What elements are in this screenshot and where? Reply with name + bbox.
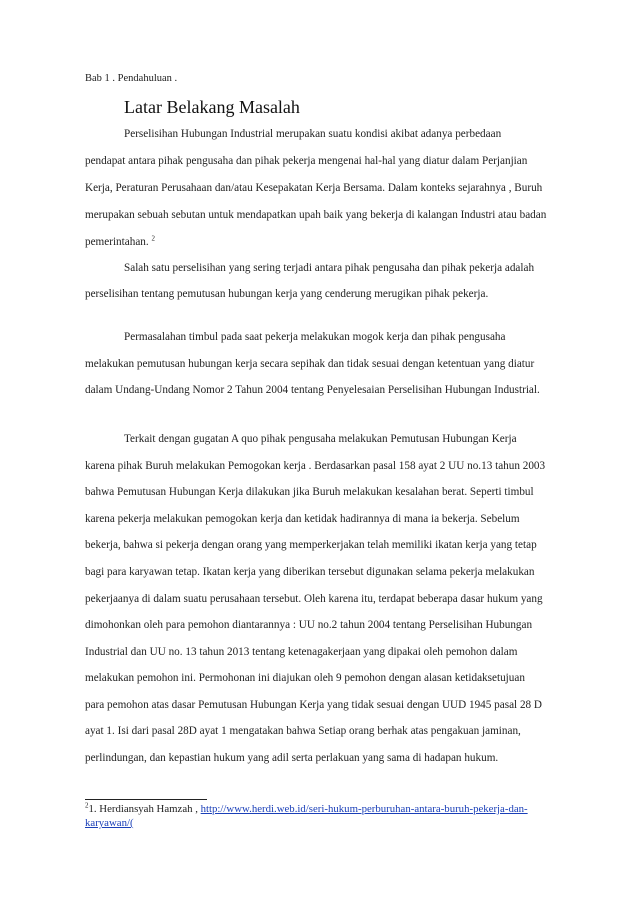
paragraph-line: Salah satu perselisihan yang sering terjadi antara pihak pengusaha dan pihak pekerja adalah [124, 262, 535, 274]
paragraph-line: melakukan pemutusan hubungan kerja secara sepihak dan tidak sesuai dengan ketentuan yang diatur [85, 358, 535, 370]
footnote-link[interactable]: http://www.herdi.web.id/seri-hukum-perburuhan-antara-buruh-pekerja-dan- [200, 803, 528, 815]
paragraph-line-text: pemerintahan. [85, 236, 149, 248]
footnote-separator [85, 799, 207, 800]
paragraph-line: merupakan sebuah sebutan untuk mendapatkan upah baik yang bekerja di kalangan Industri atau badan [85, 209, 547, 221]
paragraph-line: ayat 1. Isi dari pasal 28D ayat 1 mengatakan bahwa Setiap orang berhak atas pengakuan jaminan, [85, 725, 521, 737]
paragraph-line: pekerjaanya di dalam suatu perusahaan tersebut. Oleh karena itu, terdapat beberapa dasar hukum yang [85, 593, 543, 605]
paragraph-line: perlindungan, dan kepastian hukum yang adil serta perlakuan yang sama di hadapan hukum. [85, 752, 499, 764]
footnote-marker: 2 [85, 801, 89, 810]
paragraph-line: Kerja, Peraturan Perusahaan dan/atau Kesepakatan Kerja Bersama. Dalam konteks sejarahnya , Buruh [85, 182, 543, 194]
paragraph-line: Industrial dan UU no. 13 tahun 2013 tentang ketenagakerjaan yang dipakai oleh pemohon dalam [85, 646, 518, 658]
chapter-header: Bab 1 . Pendahuluan . [85, 73, 178, 84]
footnote-text: 1. Herdiansyah Hamzah , [88, 803, 201, 815]
footnote [85, 803, 528, 816]
paragraph-line: Perselisihan Hubungan Industrial merupakan suatu kondisi akibat adanya perbedaan [124, 128, 502, 140]
paragraph-line: melakukan pemohon ini. Permohonan ini diajukan oleh 9 pemohon dengan alasan ketidaksetujuan [85, 672, 525, 684]
paragraph-line: pendapat antara pihak pengusaha dan pihak pekerja mengenai hal-hal yang diatur dalam Perjanjian [85, 155, 528, 167]
paragraph-line: perselisihan tentang pemutusan hubungan kerja yang cenderung merugikan pihak pekerja. [85, 288, 489, 300]
paragraph-line: dalam Undang-Undang Nomor 2 Tahun 2004 tentang Penyelesaian Perselisihan Hubungan Industrial. [85, 384, 540, 396]
paragraph-line [85, 235, 155, 249]
paragraph-line: bagi para karyawan tetap. Ikatan kerja yang diberikan tersebut digunakan selama pekerja melakukan [85, 566, 535, 578]
footnote-link-continued[interactable]: karyawan/( [85, 817, 134, 829]
paragraph-line: para pemohon atas dasar Pemutusan Hubungan Kerja yang tidak sesuai dengan UUD 1945 pasal 28 D [85, 699, 543, 711]
paragraph-line: bekerja, bahwa si pekerja dengan orang yang memperkerjakan telah memiliki ikatan kerja yang tetap [85, 539, 537, 551]
paragraph-line: karena pekerja melakukan pemogokan kerja dan ketidak hadirannya di mana ia bekerja. Sebelum [85, 513, 520, 525]
paragraph-line: Terkait dengan gugatan A quo pihak pengusaha melakukan Pemutusan Hubungan Kerja [124, 433, 517, 445]
footnote-continuation [85, 817, 134, 830]
paragraph-line: bahwa Pemutusan Hubungan Kerja dilakukan jika Buruh melakukan kesalahan berat. Seperti timbul [85, 486, 534, 498]
paragraph-line: karena pihak Buruh melakukan Pemogokan kerja . Berdasarkan pasal 158 ayat 2 UU no.13 tahun 2003 [85, 460, 546, 472]
section-title: Latar Belakang Masalah [124, 97, 300, 117]
footnote-reference[interactable]: 2 [151, 234, 155, 243]
paragraph-line: Permasalahan timbul pada saat pekerja melakukan mogok kerja dan pihak pengusaha [124, 331, 506, 343]
paragraph-line: dimohonkan oleh para pemohon diantarannya : UU no.2 tahun 2004 tentang Perselisihan Hubungan [85, 619, 533, 631]
